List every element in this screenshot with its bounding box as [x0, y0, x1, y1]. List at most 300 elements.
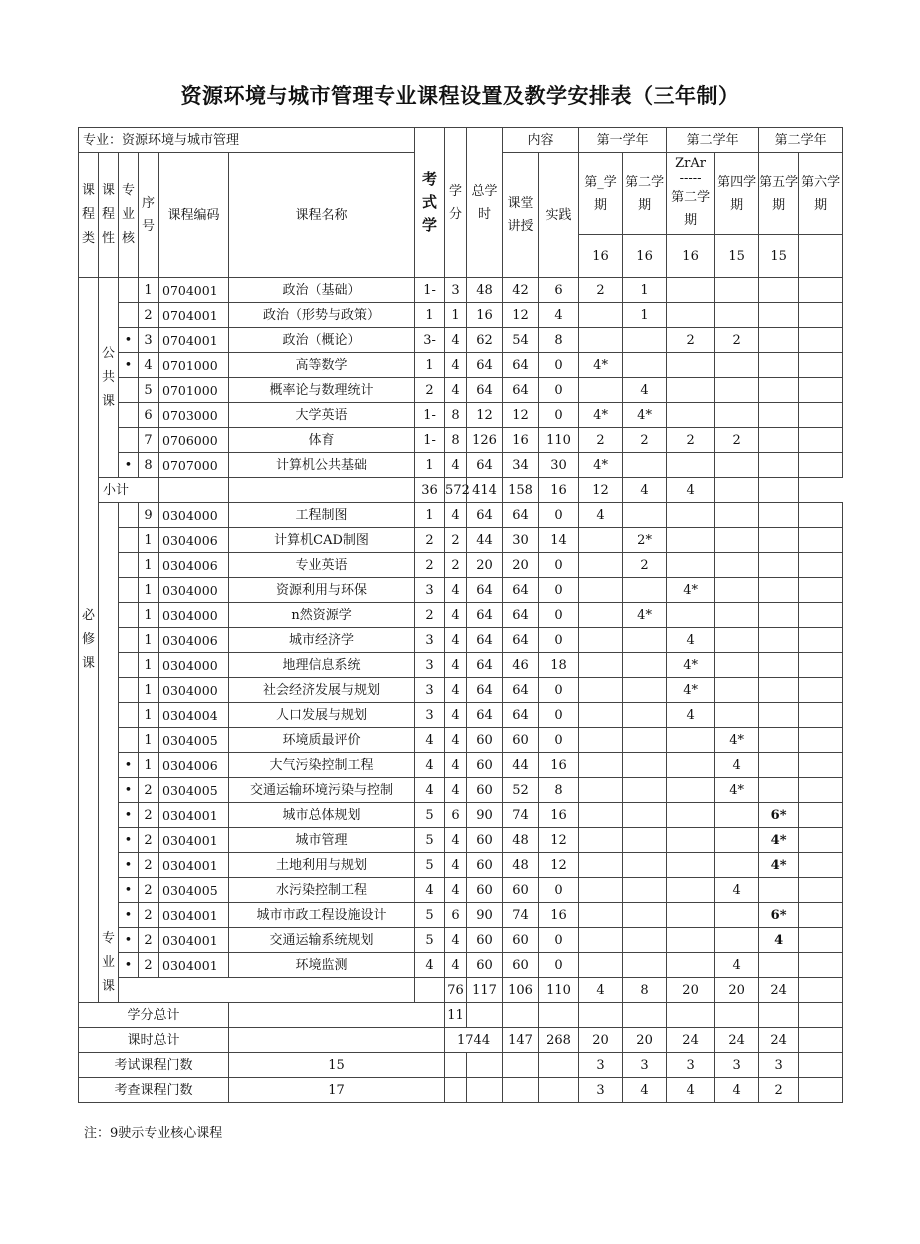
pro-subtotal-s6 [799, 978, 843, 1003]
sem-hours-s6 [799, 353, 843, 378]
credit: 4 [445, 453, 467, 478]
exam-term: 2 [415, 603, 445, 628]
practice-hours: 0 [539, 678, 579, 703]
sem-hours-s1 [579, 778, 623, 803]
course-code: 0701000 [159, 353, 229, 378]
sem-hours-s1 [579, 628, 623, 653]
lecture-hours: 30 [503, 528, 539, 553]
sem-hours-s1 [579, 303, 623, 328]
total-count [229, 1003, 445, 1028]
sem-hours-s2: 4* [623, 403, 667, 428]
course-seq: 2 [139, 953, 159, 978]
core-mark [119, 578, 139, 603]
lecture-hours: 74 [503, 803, 539, 828]
credit: 4 [445, 378, 467, 403]
course-row [79, 303, 843, 328]
sem-hours-s4: 4* [715, 728, 759, 753]
pro-subtotal-s1: 4 [579, 978, 623, 1003]
exam-term: 4 [415, 728, 445, 753]
sem-hours-s1 [579, 703, 623, 728]
total-count: 15 [229, 1053, 445, 1078]
course-seq: 1 [139, 703, 159, 728]
sem-hours-s4 [715, 628, 759, 653]
sem-hours-s3 [667, 878, 715, 903]
core-mark: • [119, 903, 139, 928]
total-hours: 60 [467, 953, 503, 978]
total-hours: 64 [467, 578, 503, 603]
course-code: 0701000 [159, 378, 229, 403]
course-name: 城市市政工程设施设计 [229, 903, 415, 928]
sem-hours-s6 [799, 853, 843, 878]
sem-hours-s3: 4 [667, 628, 715, 653]
core-mark: • [119, 453, 139, 478]
sem-hours-s4 [715, 903, 759, 928]
sem-hours-s5 [759, 328, 799, 353]
practice-hours: 0 [539, 728, 579, 753]
sem-hours-s4: 4 [715, 753, 759, 778]
nature-header: 课程性 [99, 153, 119, 278]
lecture-hours: 54 [503, 328, 539, 353]
course-row [79, 453, 843, 478]
sem-hours-s1 [579, 928, 623, 953]
credit: 4 [445, 703, 467, 728]
sem-hours-s5: 4 [759, 928, 799, 953]
sem-hours-s5 [759, 953, 799, 978]
sem-hours-s3 [667, 903, 715, 928]
sem-hours-s1: 4 [579, 503, 623, 528]
total-count: 17 [229, 1078, 445, 1103]
course-code: 0304000 [159, 653, 229, 678]
total-hours: 60 [467, 728, 503, 753]
exam-term: 3 [415, 628, 445, 653]
core-mark: • [119, 353, 139, 378]
lecture-hours: 74 [503, 903, 539, 928]
course-seq: 1 [139, 653, 159, 678]
sem-hours-s2: 2 [623, 428, 667, 453]
total-hours: 64 [467, 678, 503, 703]
practice-header: 实践 [539, 153, 579, 278]
course-seq: 7 [139, 428, 159, 453]
core-mark [119, 728, 139, 753]
course-name: 土地利用与规划 [229, 853, 415, 878]
sem-hours-s5: 4* [759, 853, 799, 878]
exam-sem-count: 3 [579, 1053, 623, 1078]
course-seq: 8 [139, 453, 159, 478]
core-mark: • [119, 778, 139, 803]
course-code: 0704001 [159, 328, 229, 353]
weeks-sem1: 16 [579, 235, 623, 278]
sem-hours-s3 [667, 503, 715, 528]
sem-hours-s4 [715, 703, 759, 728]
hours-sem-total: 20 [623, 1028, 667, 1053]
exam-term: 4 [415, 778, 445, 803]
sem-hours-s3 [667, 853, 715, 878]
sem-hours-s3 [667, 303, 715, 328]
curriculum-table [78, 127, 843, 1103]
sem-hours-s5 [759, 628, 799, 653]
lecture-hours: 64 [503, 578, 539, 603]
course-seq: 6 [139, 403, 159, 428]
nature-professional: 专业课 [99, 503, 119, 1003]
practice-hours: 16 [539, 803, 579, 828]
exam-term: 1 [415, 503, 445, 528]
sem-hours-s6 [799, 803, 843, 828]
course-row [79, 828, 843, 853]
sem-hours-s1 [579, 803, 623, 828]
sem-hours-s6 [799, 303, 843, 328]
sem-hours-s2 [623, 578, 667, 603]
sem-hours-s4: 4 [715, 878, 759, 903]
pro-subtotal-s2: 8 [623, 978, 667, 1003]
course-name: 工程制图 [229, 503, 415, 528]
sem-hours-s5 [759, 428, 799, 453]
course-row [79, 878, 843, 903]
subtotal-s2: 12 [579, 478, 623, 503]
year2-header: 第二学年 [667, 128, 759, 153]
nature-public: 公共课 [99, 278, 119, 478]
course-name: n然资源学 [229, 603, 415, 628]
sem-hours-s6 [799, 878, 843, 903]
course-seq: 2 [139, 903, 159, 928]
sem-hours-s4 [715, 928, 759, 953]
credit: 8 [445, 428, 467, 453]
sem-hours-s1 [579, 528, 623, 553]
practice-hours: 0 [539, 703, 579, 728]
credit: 4 [445, 928, 467, 953]
sem-hours-s4 [715, 578, 759, 603]
core-mark [119, 428, 139, 453]
core-mark [119, 553, 139, 578]
course-row [79, 853, 843, 878]
sem-hours-s4 [715, 678, 759, 703]
exam-term: 3 [415, 578, 445, 603]
course-code: 0304000 [159, 678, 229, 703]
course-code: 0304005 [159, 878, 229, 903]
sem-hours-s2: 2* [623, 528, 667, 553]
core-mark: • [119, 928, 139, 953]
sem-hours-s6 [799, 928, 843, 953]
course-seq: 2 [139, 878, 159, 903]
total-label: 课时总计 [79, 1028, 229, 1053]
exam-term: 5 [415, 903, 445, 928]
course-name: 体育 [229, 428, 415, 453]
sem-hours-s6 [799, 703, 843, 728]
practice-hours: 12 [539, 853, 579, 878]
sem-hours-s4 [715, 278, 759, 303]
year3-header: 第二学年 [759, 128, 843, 153]
course-name: 大学英语 [229, 403, 415, 428]
credit: 2 [445, 528, 467, 553]
sem-hours-s4 [715, 453, 759, 478]
course-code: 0304000 [159, 578, 229, 603]
credit: 4 [445, 728, 467, 753]
credit: 3 [445, 278, 467, 303]
sem-hours-s6 [799, 378, 843, 403]
total-label: 学分总计 [79, 1003, 229, 1028]
sem-hours-s2: 4* [623, 603, 667, 628]
pro-subtotal-lecture: 106 [503, 978, 539, 1003]
lecture-hours: 12 [503, 403, 539, 428]
check-sem-count: 3 [579, 1078, 623, 1103]
sem-hours-s1: 4* [579, 353, 623, 378]
credit: 4 [445, 678, 467, 703]
total-hours: 48 [467, 278, 503, 303]
hours-sem-total: 24 [667, 1028, 715, 1053]
lecture-hours: 64 [503, 678, 539, 703]
sem5-header: 第五学期 [759, 153, 799, 235]
course-seq: 1 [139, 603, 159, 628]
sem-hours-s6 [799, 728, 843, 753]
total-hours: 60 [467, 778, 503, 803]
credit: 4 [445, 503, 467, 528]
subtotal-label: 小计 [99, 478, 159, 503]
practice-hours: 4 [539, 303, 579, 328]
sem-hours-s3 [667, 603, 715, 628]
course-seq: 2 [139, 803, 159, 828]
exam-term: 3 [415, 653, 445, 678]
sem-hours-s3 [667, 753, 715, 778]
sem-hours-s2 [623, 678, 667, 703]
sem-hours-s5 [759, 653, 799, 678]
page-title: 资源环境与城市管理专业课程设置及教学安排表（三年制） [180, 84, 740, 108]
sem-hours-s6 [799, 428, 843, 453]
lecture-hours: 60 [503, 928, 539, 953]
practice-hours: 6 [539, 278, 579, 303]
course-name: 社会经济发展与规划 [229, 678, 415, 703]
check-sem-count: 2 [759, 1078, 799, 1103]
exam-term: 5 [415, 828, 445, 853]
total-hours: 60 [467, 853, 503, 878]
total-hours: 20 [467, 553, 503, 578]
sem-hours-s2 [623, 903, 667, 928]
sem-hours-s3 [667, 403, 715, 428]
course-row [79, 953, 843, 978]
sem-hours-s3 [667, 453, 715, 478]
sem-hours-s2: 2 [623, 553, 667, 578]
sem-hours-s6 [799, 903, 843, 928]
course-name: 水污染控制工程 [229, 878, 415, 903]
core-mark [119, 403, 139, 428]
lecture-hours: 60 [503, 728, 539, 753]
course-code: 0706000 [159, 428, 229, 453]
course-name: 计算机CAD制图 [229, 528, 415, 553]
credit: 6 [445, 803, 467, 828]
sem-hours-s5 [759, 278, 799, 303]
exam-term: 3- [415, 328, 445, 353]
practice-hours: 8 [539, 778, 579, 803]
subtotal-s6 [759, 478, 799, 503]
course-name: 交通运输环境污染与控制 [229, 778, 415, 803]
sem-hours-s6 [799, 628, 843, 653]
exam-term: 1- [415, 403, 445, 428]
lecture-hours: 60 [503, 878, 539, 903]
lecture-hours: 20 [503, 553, 539, 578]
course-name: 地理信息系统 [229, 653, 415, 678]
core-mark: • [119, 878, 139, 903]
practice-hours: 110 [539, 428, 579, 453]
course-name: 交通运输系统规划 [229, 928, 415, 953]
sem-hours-s3: 4* [667, 678, 715, 703]
exam-term: 1- [415, 428, 445, 453]
core-mark [119, 503, 139, 528]
category-header: 课程类 [79, 153, 99, 278]
sem-hours-s1 [579, 903, 623, 928]
course-seq: 9 [139, 503, 159, 528]
practice-hours: 0 [539, 503, 579, 528]
sem-hours-s2 [623, 753, 667, 778]
sem-hours-s4 [715, 803, 759, 828]
course-row [79, 703, 843, 728]
sem-hours-s1 [579, 753, 623, 778]
course-seq: 1 [139, 278, 159, 303]
pro-subtotal-s3: 20 [667, 978, 715, 1003]
sem-hours-s2 [623, 778, 667, 803]
course-name: 高等数学 [229, 353, 415, 378]
course-seq: 4 [139, 353, 159, 378]
practice-hours: 16 [539, 903, 579, 928]
course-seq: 2 [139, 853, 159, 878]
practice-hours: 16 [539, 753, 579, 778]
core-mark: • [119, 328, 139, 353]
pro-subtotal-practice: 110 [539, 978, 579, 1003]
sem-hours-s6 [799, 278, 843, 303]
total-hours: 64 [467, 628, 503, 653]
sem-hours-s5 [759, 303, 799, 328]
total-row [79, 1078, 843, 1103]
credit: 4 [445, 778, 467, 803]
sem-hours-s1: 4* [579, 453, 623, 478]
course-code: 0704001 [159, 303, 229, 328]
check-sem-count: 4 [623, 1078, 667, 1103]
sem-hours-s2 [623, 328, 667, 353]
pro-subtotal-hours: 117 [467, 978, 503, 1003]
credit: 4 [445, 628, 467, 653]
sem-hours-s5 [759, 753, 799, 778]
course-row [79, 353, 843, 378]
course-code: 0304000 [159, 503, 229, 528]
course-code: 0304000 [159, 603, 229, 628]
subtotal-lecture: 414 [467, 478, 503, 503]
exam-term: 2 [415, 553, 445, 578]
total-hours-header: 总学时 [467, 128, 503, 278]
total-hours: 60 [467, 753, 503, 778]
sem-hours-s3 [667, 828, 715, 853]
course-row [79, 403, 843, 428]
sem-hours-s4 [715, 603, 759, 628]
exam-term: 3 [415, 678, 445, 703]
sem-hours-s5 [759, 403, 799, 428]
sem-hours-s2 [623, 503, 667, 528]
sem-hours-s5 [759, 678, 799, 703]
course-row [79, 378, 843, 403]
course-row [79, 753, 843, 778]
credit: 4 [445, 353, 467, 378]
sem-hours-s4 [715, 828, 759, 853]
credit: 1 [445, 303, 467, 328]
course-row [79, 628, 843, 653]
sem-hours-s6 [799, 753, 843, 778]
sem-hours-s1 [579, 653, 623, 678]
exam-term: 4 [415, 878, 445, 903]
sem-hours-s5 [759, 453, 799, 478]
sem-hours-s3 [667, 378, 715, 403]
course-row [79, 728, 843, 753]
exam-term: 1- [415, 278, 445, 303]
total-row [79, 1003, 843, 1028]
sem-hours-s5 [759, 778, 799, 803]
subtotal-s3: 4 [623, 478, 667, 503]
course-name: 资源利用与环保 [229, 578, 415, 603]
course-name: 城市总体规划 [229, 803, 415, 828]
sem-hours-s4 [715, 503, 759, 528]
course-name: 人口发展与规划 [229, 703, 415, 728]
course-row [79, 778, 843, 803]
sem-hours-s6 [799, 653, 843, 678]
sem-hours-s1 [579, 678, 623, 703]
total-hours: 62 [467, 328, 503, 353]
sem-hours-s1 [579, 953, 623, 978]
sem-hours-s4 [715, 553, 759, 578]
course-seq: 1 [139, 753, 159, 778]
code-header: 课程编码 [159, 153, 229, 278]
sem-hours-s2: 1 [623, 303, 667, 328]
sem-hours-s5 [759, 528, 799, 553]
hours-sem-total: 24 [715, 1028, 759, 1053]
practice-hours: 0 [539, 603, 579, 628]
exam-term: 1 [415, 453, 445, 478]
exam-term: 1 [415, 353, 445, 378]
sem-hours-s1 [579, 578, 623, 603]
total-hours: 126 [467, 428, 503, 453]
sem-hours-s5 [759, 578, 799, 603]
seq-header: 序号 [139, 153, 159, 278]
sem-hours-s6 [799, 953, 843, 978]
lecture-hours: 16 [503, 428, 539, 453]
total-hours: 64 [467, 378, 503, 403]
sem-hours-s6 [799, 528, 843, 553]
sem-hours-s3 [667, 803, 715, 828]
lecture-hours: 42 [503, 278, 539, 303]
sem-hours-s3 [667, 928, 715, 953]
subtotal-hours: 572 [445, 478, 467, 503]
practice-hours: 0 [539, 928, 579, 953]
exam-sem-count: 3 [667, 1053, 715, 1078]
sem-hours-s2 [623, 878, 667, 903]
credit: 6 [445, 903, 467, 928]
credit: 4 [445, 653, 467, 678]
sem-hours-s3: 4* [667, 653, 715, 678]
core-mark: • [119, 953, 139, 978]
sem-hours-s2 [623, 953, 667, 978]
sem-hours-s6 [799, 453, 843, 478]
practice-hours: 0 [539, 403, 579, 428]
sem-hours-s6 [799, 578, 843, 603]
sem-hours-s5 [759, 553, 799, 578]
course-row [79, 428, 843, 453]
sem-hours-s4 [715, 303, 759, 328]
total-label: 考试课程门数 [79, 1053, 229, 1078]
weeks-sem2: 16 [623, 235, 667, 278]
total-hours: 64 [467, 703, 503, 728]
course-code: 0304001 [159, 853, 229, 878]
lecture-hours: 64 [503, 703, 539, 728]
sem-hours-s3 [667, 553, 715, 578]
practice-hours: 12 [539, 828, 579, 853]
credit: 4 [445, 828, 467, 853]
course-code: 0304004 [159, 703, 229, 728]
practice-hours: 0 [539, 953, 579, 978]
total-label: 考查课程门数 [79, 1078, 229, 1103]
